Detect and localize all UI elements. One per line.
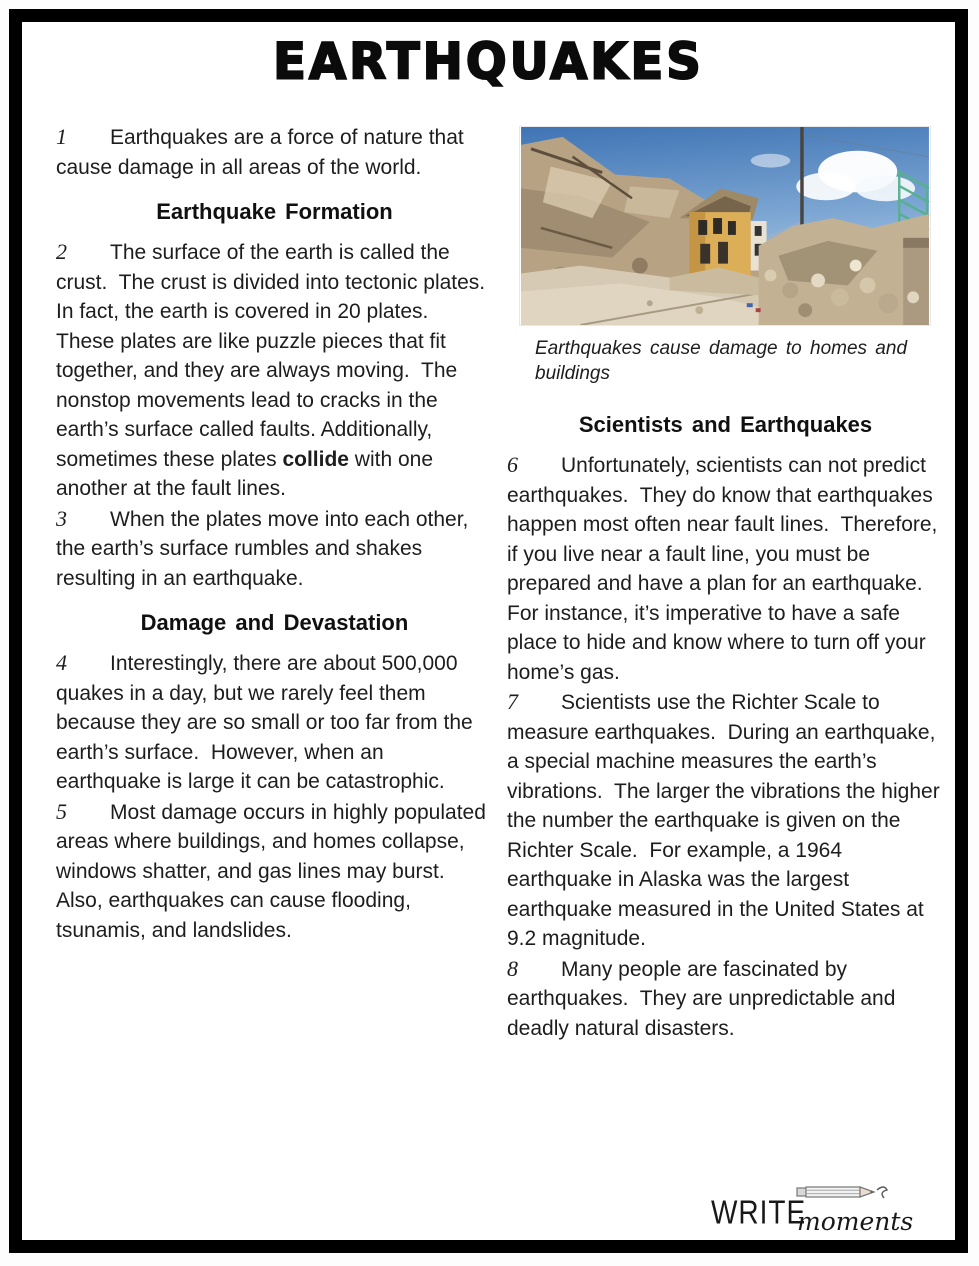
paragraph-3-text: When the plates move into each other, the earth’s surface rumbles and shakes resulting in an earthquake. <box>56 507 475 590</box>
logo-write-text: WRITE <box>711 1193 807 1231</box>
heading-damage-devastation: Damage and Devastation <box>140 610 409 635</box>
paragraph-7 <box>507 687 944 954</box>
heading-scientists-earthquakes: Scientists and Earthquakes <box>578 412 873 437</box>
paragraph-6-number: 6 <box>507 452 518 477</box>
paragraph-4 <box>56 648 493 797</box>
paragraph-3-number: 3 <box>56 505 67 531</box>
paragraph-7-text: Scientists use the Richter Scale to measure earthquakes. During an earthquake, a special machine measures the earth’s vibrations. The larger the vibrations the higher the number the earthquake is given on the Richter Scale. For example, a 1964 earthquake in Alaska was the largest earthquake measured in the United States at 9.2 magnitude. <box>507 691 946 950</box>
paragraph-1 <box>56 122 493 182</box>
paragraph-6 <box>507 450 944 687</box>
paragraph-8-number: 8 <box>507 955 518 981</box>
paragraph-7-number: 7 <box>507 689 518 714</box>
two-column-layout <box>22 122 955 1043</box>
paragraph-2-number: 2 <box>56 239 67 264</box>
paragraph-1-number: 1 <box>56 124 67 149</box>
paragraph-1-text: Earthquakes are a force of nature that cause damage in all areas of the world. <box>56 126 470 179</box>
paragraph-5-number: 5 <box>56 798 67 824</box>
photo-caption: Earthquakes cause damage to homes and buildings <box>535 338 916 384</box>
paragraph-6-text: Unfortunately, scientists can not predict earthquakes. They do know that earthquakes happen most often near fault lines. Therefore, if you live near a fault line, you must be prepared and have a plan for an earthquake. For instance, it’s imperative to have a safe place to hide and know where to turn off your home’s gas. <box>507 454 944 684</box>
paragraph-2-text-after: with one another at the fault lines. <box>56 447 439 500</box>
left-column <box>56 122 497 1043</box>
earthquake-damage-figure <box>507 126 944 386</box>
paragraph-4-number: 4 <box>56 650 67 675</box>
page-title: EARTHQUAKES <box>273 32 704 92</box>
paragraph-8 <box>507 954 944 1044</box>
page-border-frame <box>9 9 968 1253</box>
logo-moments-text: moments <box>797 1207 914 1236</box>
heading-earthquake-formation: Earthquake Formation <box>156 199 393 224</box>
paragraph-5 <box>56 797 493 946</box>
paragraph-2-text-before: The surface of the earth is called the crust. The crust is divided into tectonic plates. In fact, the earth is covered in 20 plates. These plates are like puzzle pieces that fit together, and they are always moving. The nonstop movements lead to cracks in the earth’s surface called faults. Additionally, sometimes these plates <box>56 241 497 471</box>
writemoments-logo <box>711 1182 941 1240</box>
paragraph-2-bold-word: collide <box>282 447 349 471</box>
earthquake-damage-photo <box>519 126 931 326</box>
pencil-icon <box>795 1182 899 1202</box>
paragraph-4-text: Interestingly, there are about 500,000 quakes in a day, but we rarely feel them because they are so small or too far from the earth’s surface. However, when an earthquake is large it can be catastrophic. <box>56 652 479 793</box>
paragraph-5-text: Most damage occurs in highly populated areas where buildings, and homes collapse, windows shatter, and gas lines may burst. Also, earthquakes can cause flooding, tsunamis, and landslides. <box>56 800 492 942</box>
photo-road <box>521 266 761 325</box>
paragraph-2 <box>56 237 497 504</box>
paragraph-3 <box>56 504 493 594</box>
right-column <box>507 122 944 1043</box>
paragraph-8-text: Many people are fascinated by earthquakes. They are unpredictable and deadly natural disasters. <box>507 957 902 1040</box>
